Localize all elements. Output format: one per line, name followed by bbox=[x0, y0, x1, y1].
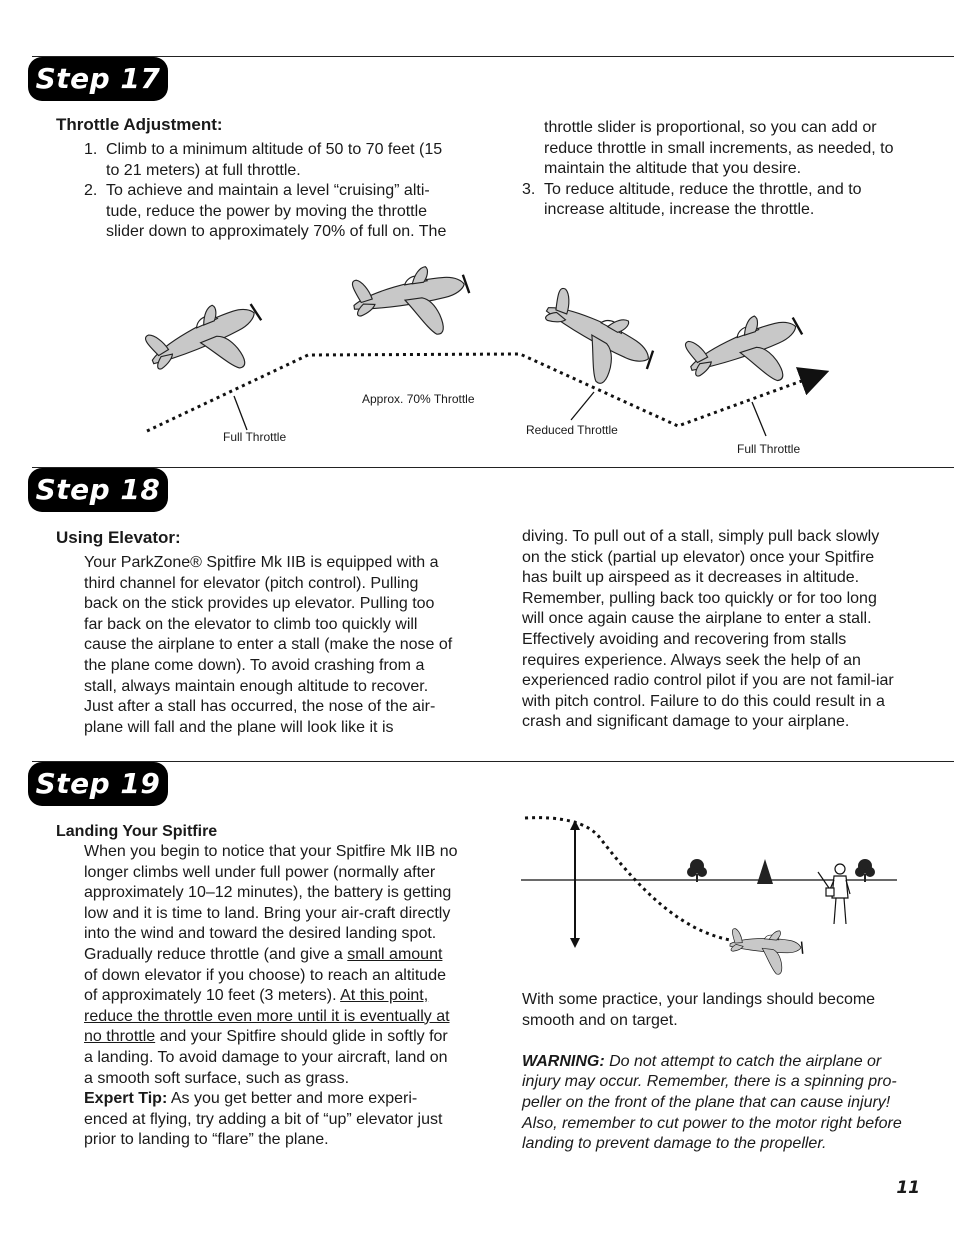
step17-heading: Throttle Adjustment: bbox=[56, 115, 223, 134]
expert-tip: Expert Tip: As you get better and more experi-enced at flying, try adding a bit of “up” elevator just prior to landing to “flare” the plane. bbox=[84, 1090, 443, 1149]
step17-badge: Step 17 bbox=[28, 57, 168, 101]
step18-heading: Using Elevator: bbox=[56, 528, 181, 547]
landing-paragraph: When you begin to notice that your Spitfire Mk IIB no longer climbs well under full power (normally after approximately 10–12 minutes), the battery is getting low and it is time to land. Bring your air-craft directly into the wind and toward the desired landing spot. Gradually reduce throttle (and give a small amount of down elevator if you choose) to reach an altitude of approximately 10 feet (3 meters). At this point, reduce the throttle even more until it is eventually at no throttle and your Spitfire should glide in softly for a landing. To avoid damage to your aircraft, land on a smooth soft surface, such as grass. bbox=[84, 843, 458, 1087]
step19-right-column bbox=[522, 990, 910, 1155]
airplane-climbing-again bbox=[682, 304, 813, 405]
step18-left-column: Your ParkZone® Spitfire Mk IIB is equipped with a third channel for elevator (pitch control). Pulling back on the stick provides up elevator. Pulling too far back on the elevator to climb too quickly will cause the airplane to enter a stall (make the nose of the plane come down). To avoid crashing from a stall, always maintain enough altitude to recover. Just after a stall has occurred, the nose of the air-plane will fall and the plane will look like it is bbox=[84, 554, 453, 736]
step18-badge: Step 18 bbox=[28, 468, 168, 512]
altitude-arrow-icon bbox=[570, 820, 580, 948]
pine-tree-icon bbox=[757, 859, 773, 884]
label-full-throttle-2: Full Throttle bbox=[737, 442, 801, 456]
airplane-descending bbox=[528, 283, 663, 400]
tree-icon bbox=[855, 859, 875, 882]
practice-paragraph: With some practice, your landings should become smooth and on target. bbox=[522, 991, 876, 1029]
label-approx-70-throttle: Approx. 70% Throttle bbox=[362, 392, 475, 406]
tree-icon bbox=[687, 859, 707, 882]
flight-path bbox=[147, 354, 818, 431]
airplane-landing bbox=[727, 926, 804, 977]
warning-paragraph: WARNING: Do not attempt to catch the airplane or injury may occur. Remember, there is a spinning pro-peller on the front of the plane that can cause injury! Also, remember to cut power to the motor right before landing to prevent damage to the propeller. bbox=[522, 1052, 902, 1153]
pilot-icon bbox=[818, 864, 850, 924]
airplane-climbing bbox=[142, 290, 275, 397]
step19-heading: Landing Your Spitfire bbox=[56, 823, 218, 840]
step19-left-column bbox=[84, 842, 458, 1151]
step17-list-item-2: 2. To achieve and maintain a level “cruising” alti- tude, reduce the power by moving the throttle slider down to approximately 70% of full on. The bbox=[84, 182, 447, 241]
label-reduced-throttle: Reduced Throttle bbox=[526, 423, 618, 437]
landing-path bbox=[525, 818, 730, 940]
step17-list-item-3: 3. To reduce altitude, reduce the throttle, and to increase altitude, increase the throttle. bbox=[522, 180, 862, 219]
step18-right-column: diving. To pull out of a stall, simply pull back slowly on the stick (partial up elevator) once your Spitfire has built up airspeed as it decreases in altitude. Remember, pulling back too quickly or for too long will once again cause the airplane to enter a stall. Effectively avoiding and recovering from stalls requires experience. Always seek the help of an experienced radio control pilot if you are not famil-iar with pitch control. Failure to do this could result in a crash and significant damage to your airplane. bbox=[522, 528, 894, 731]
airplane-cruising bbox=[350, 261, 474, 345]
step19-divider bbox=[32, 761, 954, 762]
step19-badge: Step 19 bbox=[28, 762, 168, 806]
step17-list-item-2-continued: throttle slider is proportional, so you can add or reduce throttle in small increments, as needed, to maintain the altitude that you desire. bbox=[544, 119, 894, 178]
step18-divider bbox=[32, 467, 954, 468]
label-full-throttle-1: Full Throttle bbox=[223, 430, 287, 444]
page-number: 11 bbox=[896, 1178, 920, 1198]
step17-list-item-1: 1. Climb to a minimum altitude of 50 to 70 feet (15 to 21 meters) at full throttle. bbox=[84, 141, 443, 179]
